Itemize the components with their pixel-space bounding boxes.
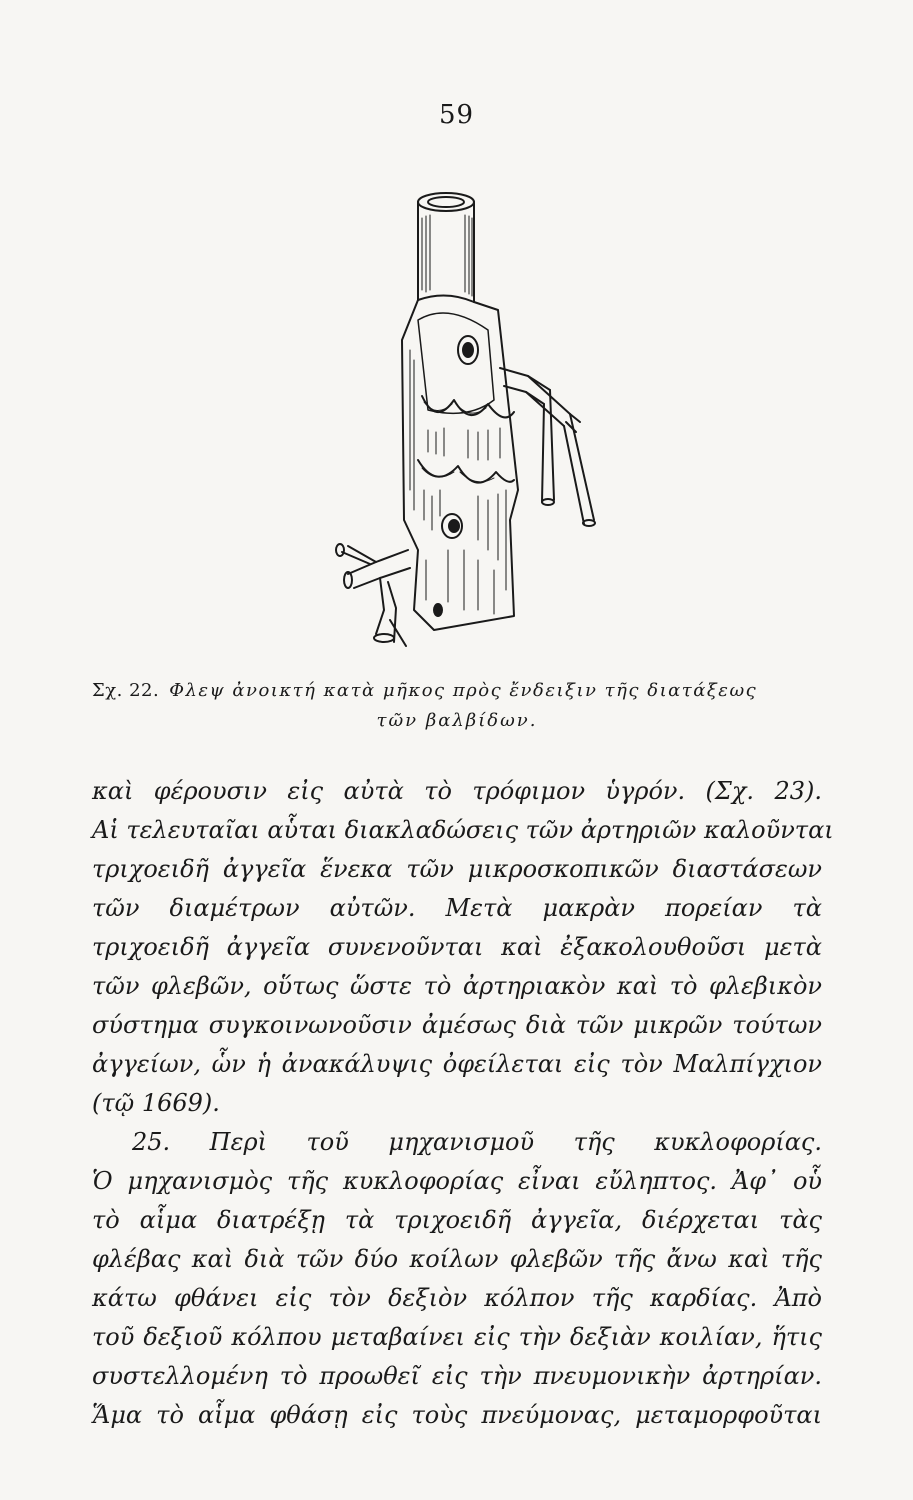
caption-label: Σχ. 22. bbox=[92, 680, 160, 701]
caption-line-1 bbox=[92, 676, 822, 706]
figure-caption bbox=[92, 676, 822, 736]
text-line: τῶν διαμέτρων αὐτῶν. Μετὰ μακρὰν πορείαν τὰ bbox=[92, 894, 822, 922]
text-line: τριχοειδῆ ἀγγεῖα ἕνεκα τῶν μικροσκοπικῶν διαστάσεων bbox=[92, 855, 822, 883]
text-line: (τῷ 1669). bbox=[92, 1089, 220, 1117]
text-line: Αἱ τελευταῖαι αὗται διακλαδώσεις τῶν ἀρτηριῶν καλοῦνται bbox=[92, 816, 834, 844]
text-line: τοῦ δεξιοῦ κόλπου μεταβαίνει εἰς τὴν δεξιὰν κοιλίαν, ἥτις bbox=[92, 1323, 822, 1351]
text-line: τριχοειδῆ ἀγγεῖα συνενοῦνται καὶ ἐξακολουθοῦσι μετὰ bbox=[92, 933, 822, 961]
text-line: τὸ αἷμα διατρέξῃ τὰ τριχοειδῆ ἀγγεῖα, διέρχεται τὰς bbox=[92, 1206, 822, 1234]
text-line: Ἅμα τὸ αἷμα φθάσῃ εἰς τοὺς πνεύμονας, μεταμορφοῦται bbox=[92, 1401, 822, 1429]
caption-line-2: τῶν βαλβίδων. bbox=[376, 710, 538, 731]
vein-illustration bbox=[318, 190, 618, 670]
section-heading: 25. Περὶ τοῦ μηχανισμοῦ τῆς κυκλοφορίας. bbox=[132, 1128, 822, 1156]
body-text bbox=[92, 772, 834, 1435]
caption-text-1: Φλεψ ἀνοικτή κατὰ μῆκος πρὸς ἔνδειξιν τῆς διατάξεως bbox=[169, 680, 758, 701]
text-line: σύστημα συγκοινωνοῦσιν ἀμέσως διὰ τῶν μικρῶν τούτων bbox=[92, 1011, 822, 1039]
text-line: φλέβας καὶ διὰ τῶν δύο κοίλων φλεβῶν τῆς ἄνω καὶ τῆς bbox=[92, 1245, 822, 1273]
text-line: συστελλομένη τὸ προωθεῖ εἰς τὴν πνευμονικὴν ἀρτηρίαν. bbox=[92, 1362, 822, 1390]
page-number: 59 bbox=[438, 100, 475, 130]
text-line: κάτω φθάνει εἰς τὸν δεξιὸν κόλπον τῆς καρδίας. Ἀπὸ bbox=[92, 1284, 822, 1312]
text-line: καὶ φέρουσιν εἰς αὐτὰ τὸ τρόφιμον ὑγρόν. (Σχ. 23). bbox=[92, 777, 822, 805]
text-line: ἀγγείων, ὧν ἡ ἀνακάλυψις ὀφείλεται εἰς τὸν Μαλπίγχιον bbox=[92, 1050, 822, 1078]
text-line: τῶν φλεβῶν, οὕτως ὥστε τὸ ἀρτηριακὸν καὶ τὸ φλεβικὸν bbox=[92, 972, 822, 1000]
text-line: Ὁ μηχανισμὸς τῆς κυκλοφορίας εἶναι εὔληπτος. Ἀφ᾽ οὗ bbox=[92, 1167, 822, 1195]
